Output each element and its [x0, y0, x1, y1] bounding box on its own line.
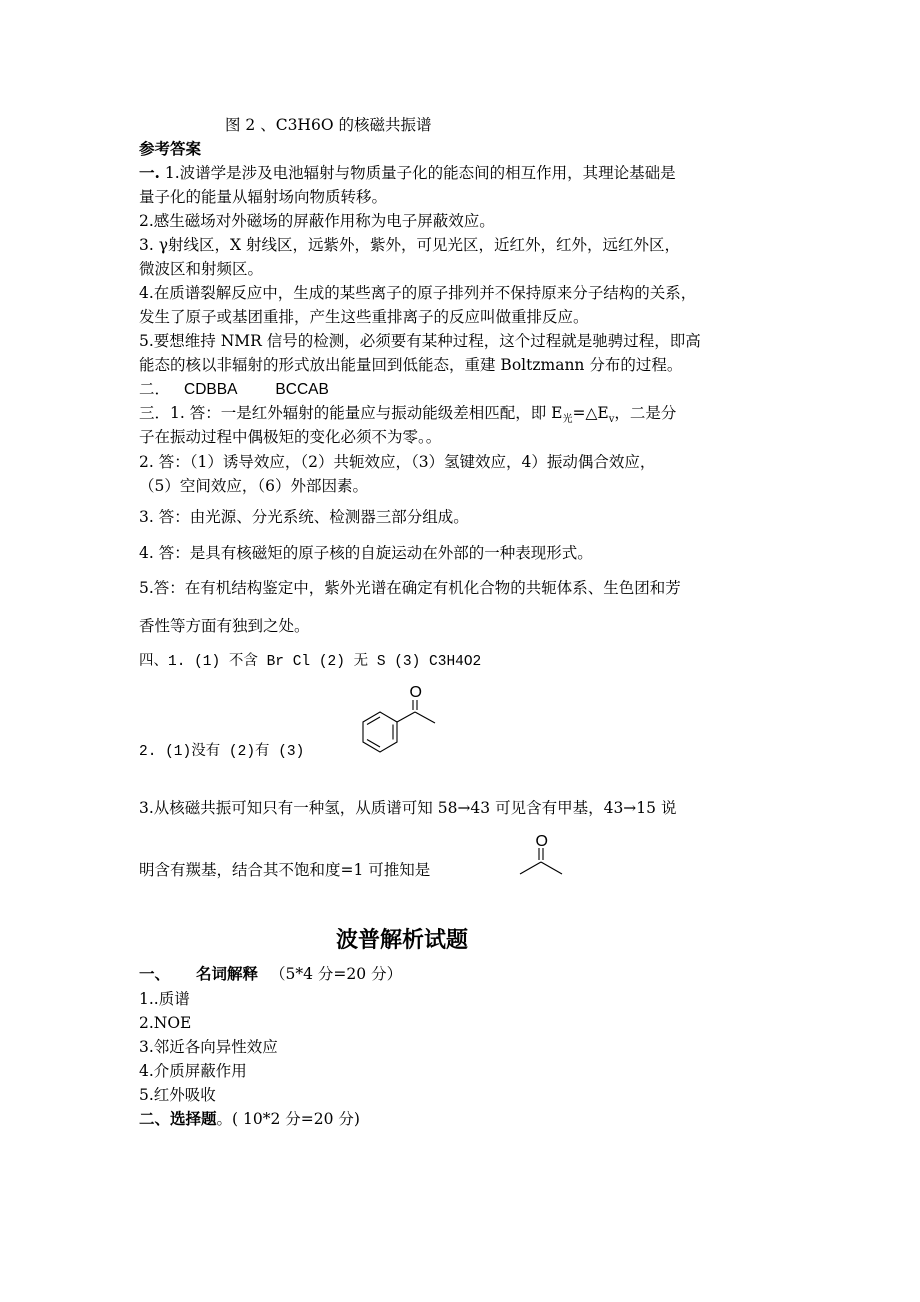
answer-2-group-2: BCCAB [275, 381, 329, 398]
answer-1-3-line-b: 微波区和射频区。 [139, 260, 264, 278]
exam-part-2-heading: 二、选择题。( 10*2 分=20 分) [139, 1109, 360, 1128]
section-number: 一. [139, 163, 160, 182]
oxygen-label: O [409, 684, 422, 701]
term-item: 2.NOE [139, 1014, 192, 1032]
acetophenone-structure [345, 680, 445, 765]
term-item: 5.红外吸收 [139, 1086, 216, 1104]
exam-part-1-heading: 一、 名词解释 （5*4 分=20 分） [139, 964, 403, 983]
answer-3-2-line-b: （5）空间效应，（6）外部因素。 [139, 477, 368, 495]
answer-2: 二． CDBBA BCCAB [139, 380, 329, 398]
answer-3-5-line-a: 5.答：在有机结构鉴定中，紫外光谱在确定有机化合物的共轭体系、生色团和芳 [139, 579, 681, 597]
figure-caption: 图 2 、C3H6O 的核磁共振谱 [225, 116, 432, 134]
answer-1-1-line-a: 一. 1.波谱学是涉及电池辐射与物质量子化的能态间的相互作用，其理论基础是 [139, 163, 676, 182]
answers-heading: 参考答案 [139, 139, 202, 158]
answer-3-5-line-b: 香性等方面有独到之处。 [139, 617, 310, 635]
answer-3-1-line-a: 三．1. 答：一是红外辐射的能量应与振动能级差相匹配，即 $E_光=\triangle E_v$，二是分 [139, 404, 677, 425]
answer-1-5-line-b: 能态的核以非辐射的形式放出能量回到低能态，重建 Boltzmann 分布的过程。 [139, 356, 683, 374]
exam-title: 波普解析试题 [336, 927, 469, 952]
answer-4-3-line-a: 3.从核磁共振可知只有一种氢，从质谱可知 58→43 可见含有甲基，43→15 说 [139, 799, 677, 817]
answer-4-3-line-b: 明含有羰基，结合其不饱和度=1 可推知是 [139, 861, 431, 879]
answer-1-5-line-a: 5.要想维持 NMR 信号的检测，必须要有某种过程，这个过程就是驰骋过程，即高 [139, 332, 701, 350]
term-item: 3.邻近各向异性效应 [139, 1038, 278, 1056]
answer-1-4-line-b: 发生了原子或基团重排，产生这些重排离子的反应叫做重排反应。 [139, 308, 589, 326]
answer-1-1-line-b: 量子化的能量从辐射场向物质转移。 [139, 188, 388, 206]
oxygen-label: O [535, 833, 548, 850]
answer-3-1-line-b: 子在振动过程中偶极矩的变化必须不为零。。 [139, 428, 442, 446]
answer-4-1: 四、1. (1) 不含 Br Cl (2) 无 S (3) C3H4O2 [139, 654, 482, 670]
answer-4-2: 2. (1)没有 (2)有 (3) [139, 744, 305, 760]
answer-1-4-line-a: 4.在质谱裂解反应中，生成的某些离子的原子排列并不保持原来分子结构的关系， [139, 284, 697, 302]
answer-3-4: 4. 答：是具有核磁矩的原子核的自旋运动在外部的一种表现形式。 [139, 544, 593, 562]
answer-3-2-line-a: 2. 答：（1）诱导效应，（2）共轭效应，（3）氢键效应，4）振动偶合效应， [139, 453, 656, 471]
acetone-structure [512, 826, 572, 878]
answer-1-2: 2.感生磁场对外磁场的屏蔽作用称为电子屏蔽效应。 [139, 212, 495, 230]
answer-1-3-line-a: 3. γ射线区，X 射线区，远紫外，紫外，可见光区，近红外，红外，远红外区， [139, 236, 680, 254]
answer-2-group-1: CDBBA [184, 381, 238, 398]
answer-3-3: 3. 答：由光源、分光系统、检测器三部分组成。 [139, 508, 469, 526]
term-item: 1..质谱 [139, 990, 190, 1008]
term-item: 4.介质屏蔽作用 [139, 1062, 247, 1080]
